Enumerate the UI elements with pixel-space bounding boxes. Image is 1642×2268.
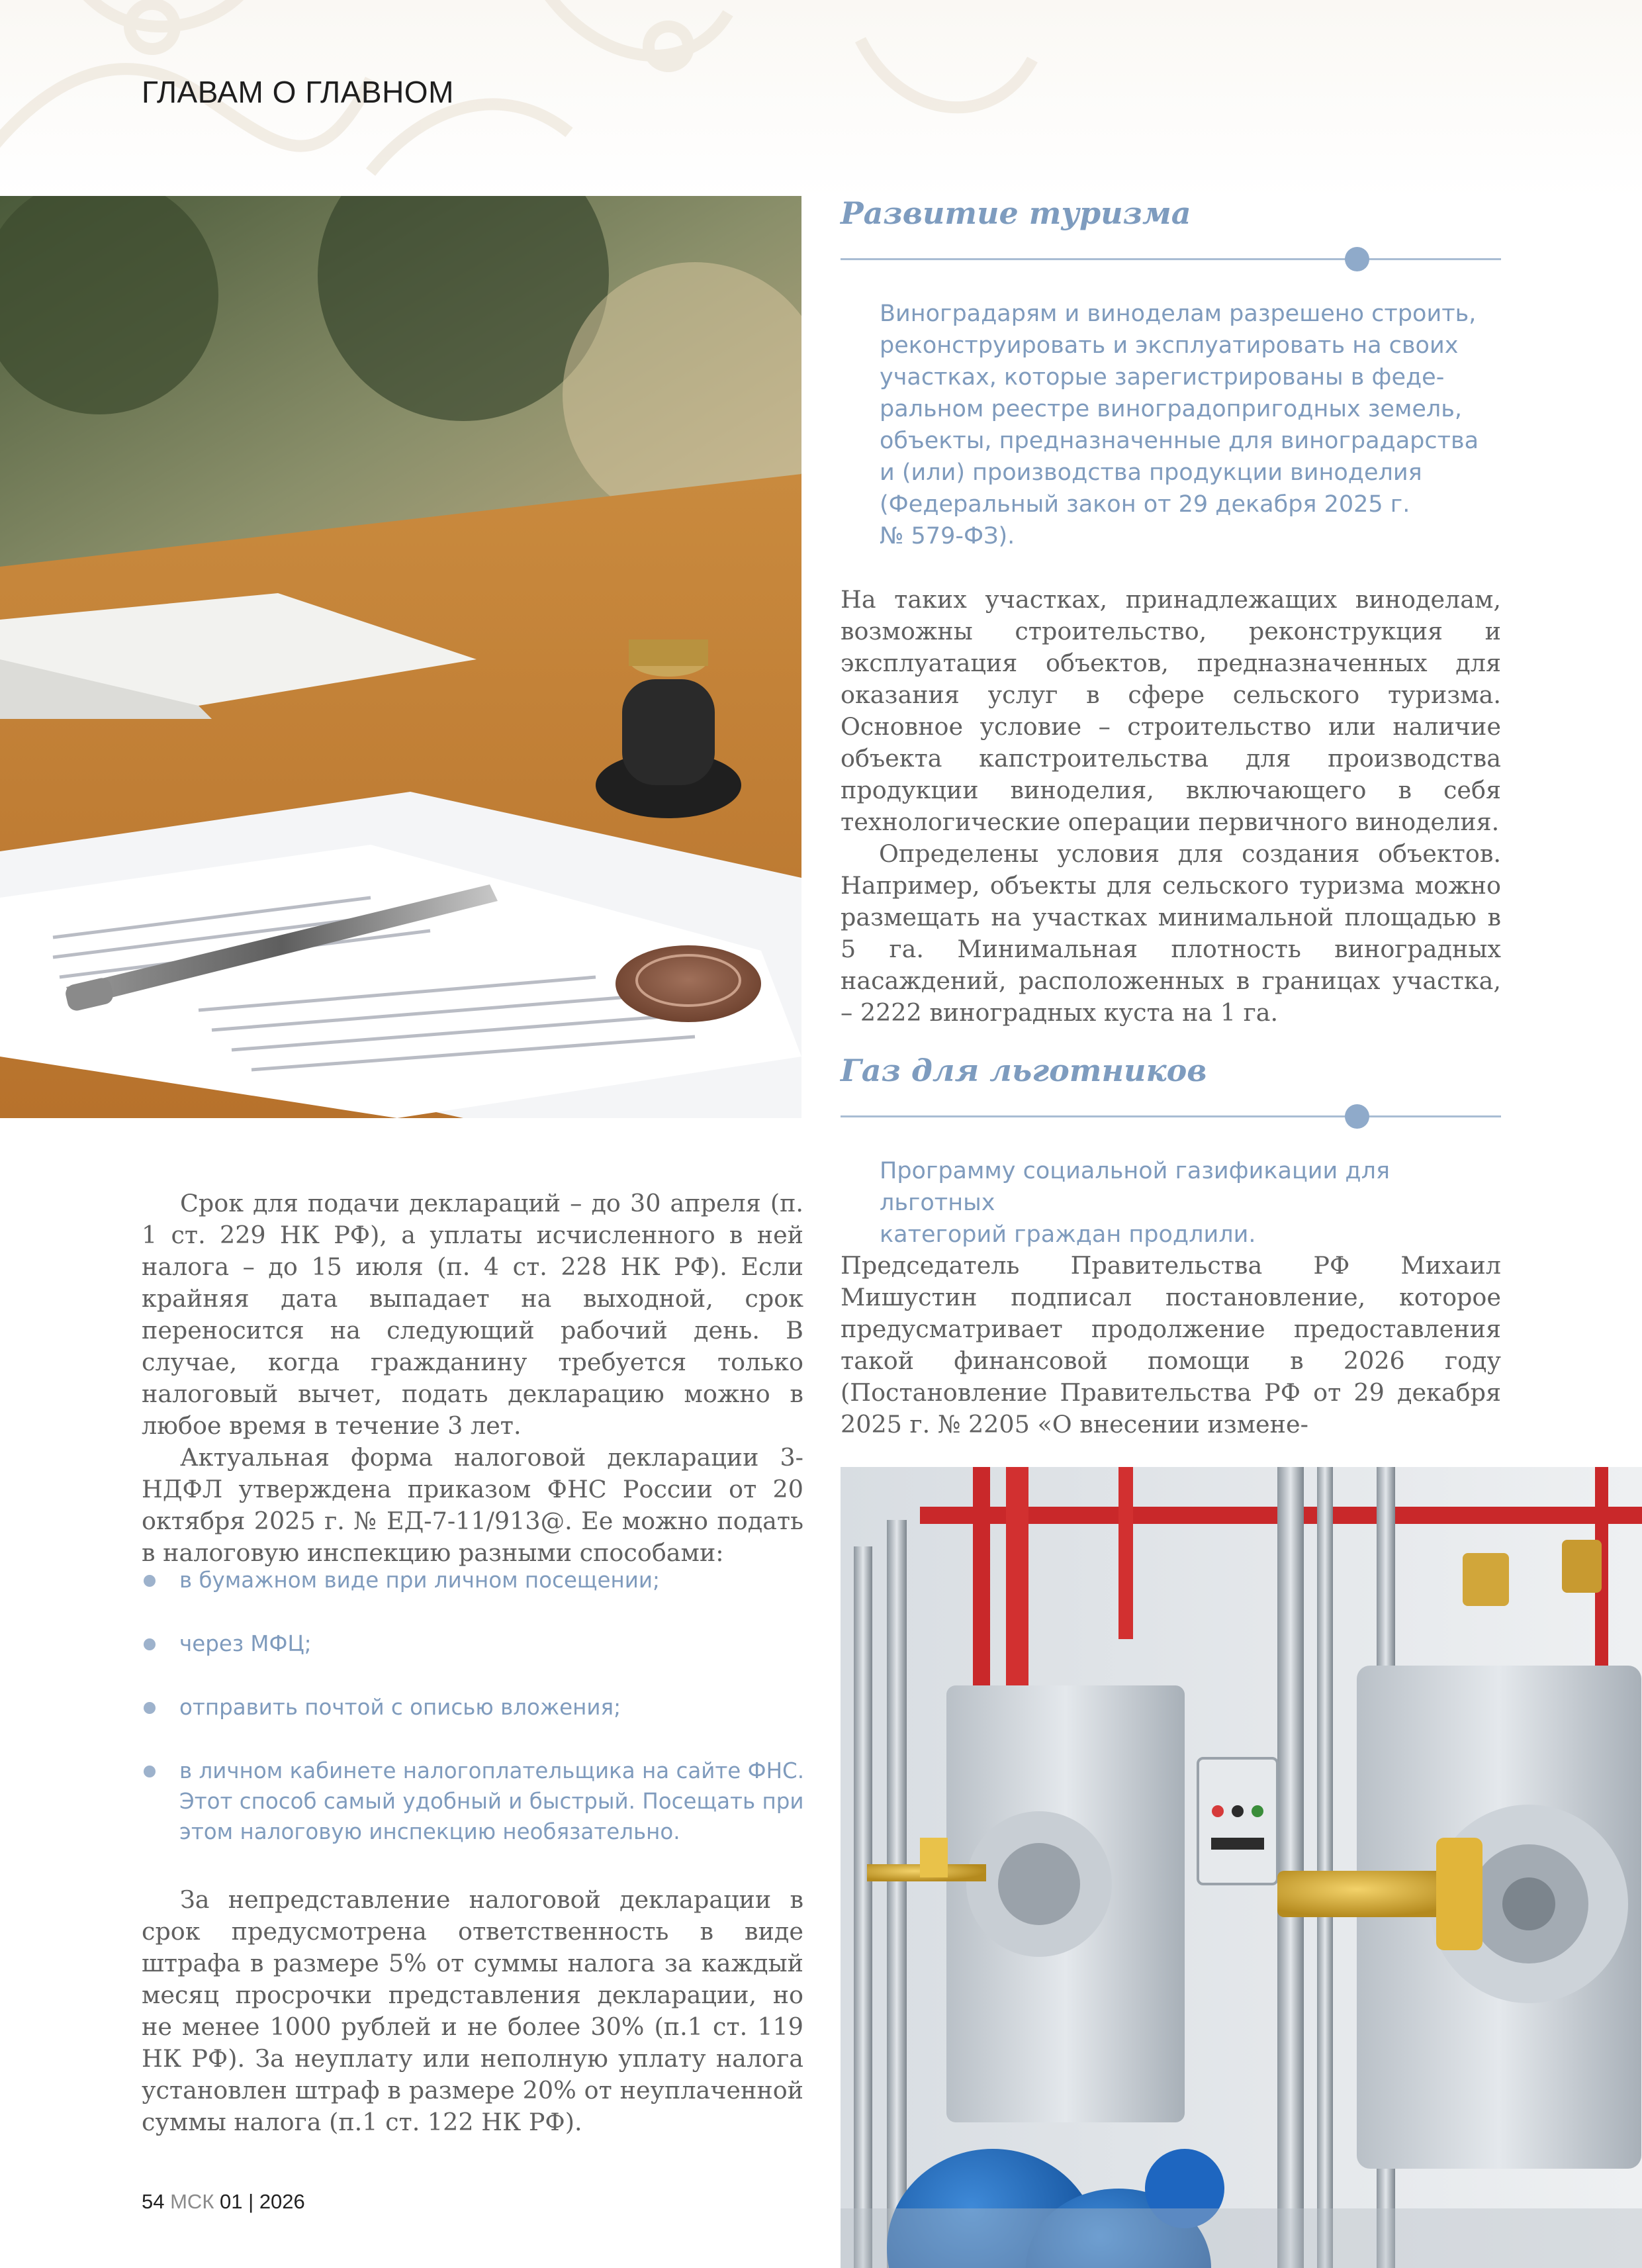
tourism-divider bbox=[841, 258, 1501, 260]
penalty-body bbox=[142, 1884, 803, 2138]
declaration-paragraph-2: Актуальная форма налоговой декларации 3-НДФЛ утверждена приказом ФНС России от 20 октября 2025 г. № ЕД-7-11/913@. Ее можно подать в налоговую инспекцию разными способами: bbox=[142, 1443, 803, 1567]
tourism-title: Развитие туризма bbox=[841, 195, 1191, 231]
tourism-paragraph-1: На таких участках, принадлежащих виноделам, возможны строительство, реконструкция и эксплуатация объектов, предназначенных для оказания услуг в сфере сельского туризма. Основное условие – строительство или наличие объекта капстроительства для производства продукции виноделия, включающего в себя технологические операции первичного виноделия. bbox=[841, 585, 1501, 836]
gas-body bbox=[841, 1250, 1501, 1441]
footer-separator: | bbox=[248, 2190, 254, 2213]
list-item: отправить почтой с описью вложения; bbox=[142, 1692, 810, 1723]
list-item: в личном кабинете налогоплательщика на сайте ФНС. Этот способ самый удобный и быстрый. Посещать при этом налоговую инспекцию необязательно. bbox=[142, 1756, 810, 1847]
declaration-paragraph-1: Срок для подачи деклараций – до 30 апреля (п. 1 ст. 229 НК РФ), а уплаты исчисленного в ней налога – до 15 июля (п. 4 ст. 228 НК РФ). Если крайняя дата выпадает на выходной, срок переносится на следующий рабочий день. В случае, когда гражданину требуется только налоговый вычет, подать декларацию можно в любое время в течение 3 лет. bbox=[142, 1189, 803, 1440]
bullet-icon bbox=[144, 1638, 156, 1650]
gas-paragraph-1: Председатель Правительства РФ Михаил Мишустин подписал постановление, которое предусматривает продолжение предоставления такой финансовой помощи в 2026 году (Постановление Правительства РФ от 29 декабря 2025 г. № 2205 «О внесении измене- bbox=[841, 1251, 1501, 1439]
issue-year: 2026 bbox=[259, 2190, 305, 2213]
list-item: через МФЦ; bbox=[142, 1629, 810, 1659]
declaration-body bbox=[142, 1188, 803, 1569]
gas-title: Газ для льготников bbox=[841, 1053, 1207, 1088]
gas-lead: Программу социальной газификации для льготных категорий граждан продлили. bbox=[880, 1158, 1391, 1248]
tourism-lead: Виноградарям и виноделам разрешено строить, реконструировать и эксплуатировать на своих участках, которые зарегистрированы в феде- ральном реестре виноградопригодных земель, объекты, предназначенные для виноградарства и (или) производства продукции виноделия (Федеральный закон от 29 декабря 2025 г. № 579-ФЗ). bbox=[880, 301, 1479, 549]
bullet-icon bbox=[144, 1575, 156, 1587]
magazine-name: МСК bbox=[170, 2190, 214, 2213]
bullet-icon bbox=[144, 1766, 156, 1777]
divider-dot-icon bbox=[1345, 247, 1369, 271]
bullet-icon bbox=[144, 1702, 156, 1714]
documents-photo bbox=[0, 196, 801, 1118]
section-header: ГЛАВАМ О ГЛАВНОМ bbox=[142, 75, 454, 109]
divider-dot-icon bbox=[1345, 1104, 1369, 1129]
gas-divider bbox=[841, 1115, 1501, 1117]
tourism-paragraph-2: Определены условия для создания объектов. Например, объекты для сельского туризма можно размещать на участках минимальной площадью в 5 га. Минимальная плотность виноградных насаждений, расположенных в границах участка, – 2222 виноградных куста на 1 га. bbox=[841, 839, 1501, 1027]
list-item: в бумажном виде при личном посещении; bbox=[142, 1565, 810, 1595]
page-number: 54 bbox=[142, 2190, 165, 2213]
tourism-body bbox=[841, 584, 1501, 1029]
declaration-paragraph-3: За непредставление налоговой декларации в срок предусмотрена ответственность в виде штрафа в размере 5% от суммы налога за каждый месяц просрочки представления декларации, но не менее 1000 рублей и не более 30% (п.1 ст. 119 НК РФ). За неуплату или неполную уплату налога установлен штраф в размере 20% от неуплаченной суммы налога (п.1 ст. 122 НК РФ). bbox=[142, 1885, 803, 2136]
gas-equipment-photo bbox=[841, 1467, 1642, 2268]
issue-number: 01 bbox=[220, 2190, 243, 2213]
page-footer bbox=[142, 2190, 305, 2214]
submission-methods-list bbox=[142, 1565, 810, 1880]
